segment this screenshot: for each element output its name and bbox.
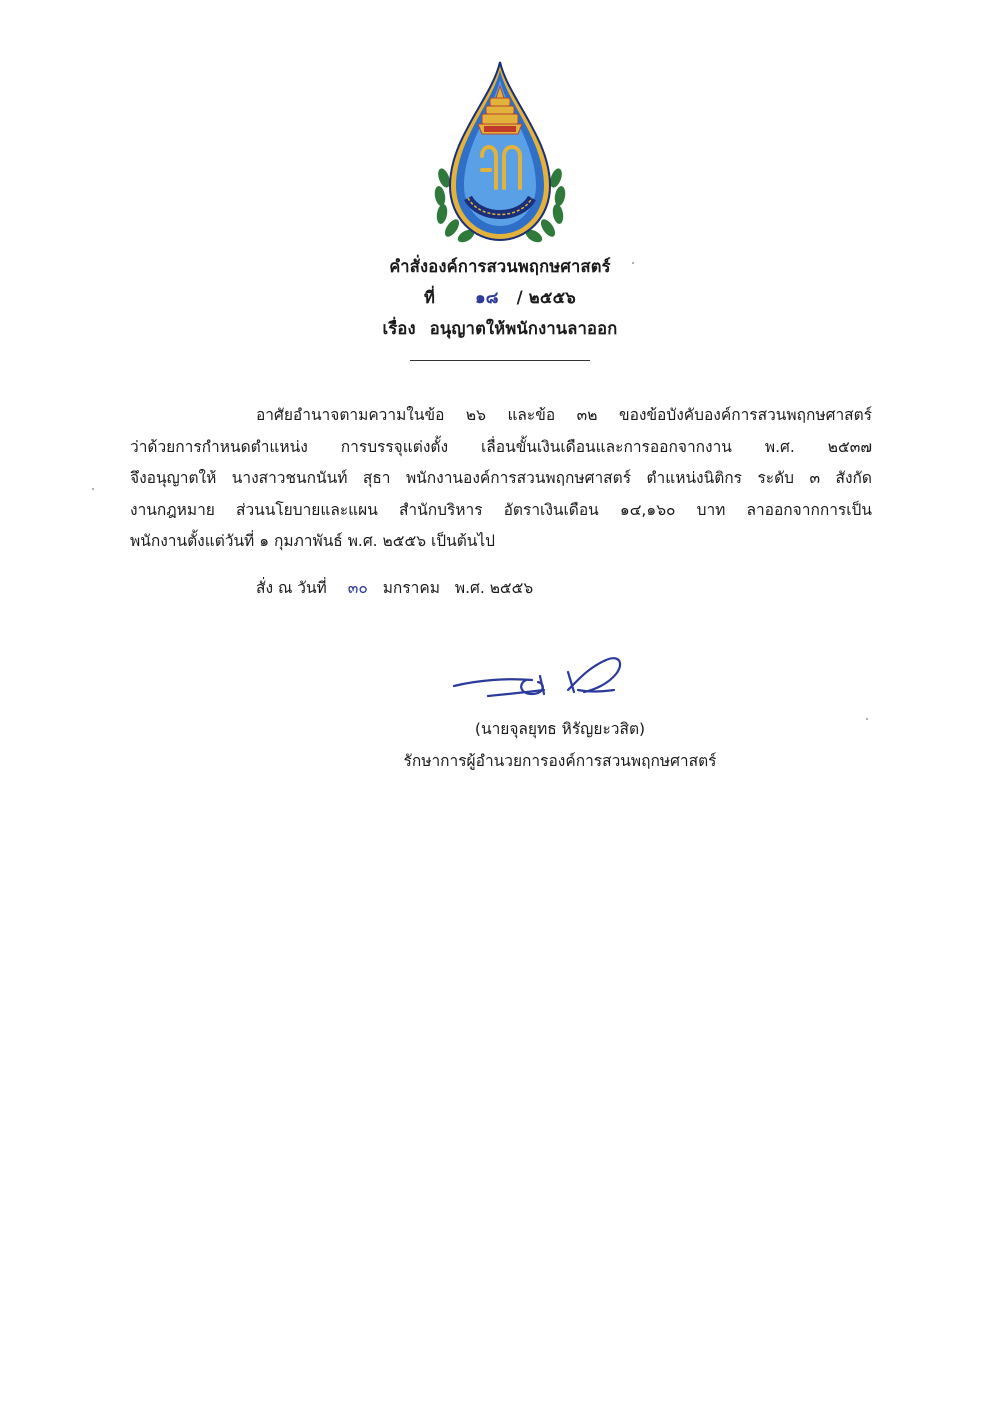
body-line: พนักงานตั้งแต่วันที่ ๑ กุมภาพันธ์ พ.ศ. ๒๕๕๖ เป็นต้นไป — [130, 532, 495, 550]
order-body-paragraph — [130, 400, 872, 558]
signer-name: (นายจุลยุทธ หิรัญยะวสิต) — [474, 720, 646, 738]
body-line: งานกฎหมาย ส่วนนโยบายและแผน สำนักบริหาร อัตราเงินเดือน ๑๔,๑๖๐ บาท ลาออกจากการเป็น — [130, 500, 872, 519]
body-line: จึงอนุญาตให้ นางสาวชนกนันท์ สุธา พนักงานองค์การสวนพฤกษศาสตร์ ตำแหน่งนิติกร ระดับ ๓ สังกัด — [130, 469, 872, 487]
order-subject-label: เรื่อง — [382, 319, 416, 338]
order-title: คำสั่งองค์การสวนพฤกษศาสตร์ — [389, 257, 611, 276]
order-number-value: ๑๘ — [475, 288, 499, 307]
scan-speck — [866, 718, 868, 720]
signer-title: รักษาการผู้อำนวยการองค์การสวนพฤกษศาสตร์ — [403, 752, 717, 770]
body-line: อาศัยอำนาจตามความในข้อ ๒๖ และข้อ ๓๒ ของข้อบังคับองค์การสวนพฤกษศาสตร์ — [256, 406, 872, 424]
handwritten-signature-icon — [448, 650, 628, 710]
order-subject-text: อนุญาตให้พนักงานลาออก — [429, 319, 618, 338]
order-number-label: ที่ — [424, 288, 436, 307]
order-number-year: / ๒๕๕๖ — [516, 288, 576, 307]
header-divider — [410, 360, 590, 361]
thai-royal-water-drop-emblem-icon — [430, 58, 570, 248]
scan-speck — [632, 262, 634, 264]
order-date-label: สั่ง ณ วันที่ — [256, 579, 327, 597]
order-date-year: พ.ศ. ๒๕๕๖ — [454, 579, 534, 597]
order-date-month: มกราคม — [382, 579, 440, 597]
order-date-day: ๓๐ — [347, 579, 368, 597]
order-subject — [0, 316, 1000, 342]
order-date — [256, 575, 533, 600]
scan-speck — [92, 488, 94, 490]
body-line: ว่าด้วยการกำหนดตำแหน่ง การบรรจุแต่งตั้ง เลื่อนขั้นเงินเดือนและการออกจากงาน พ.ศ. ๒๕๓๗ — [130, 437, 872, 456]
order-number — [0, 285, 1000, 311]
